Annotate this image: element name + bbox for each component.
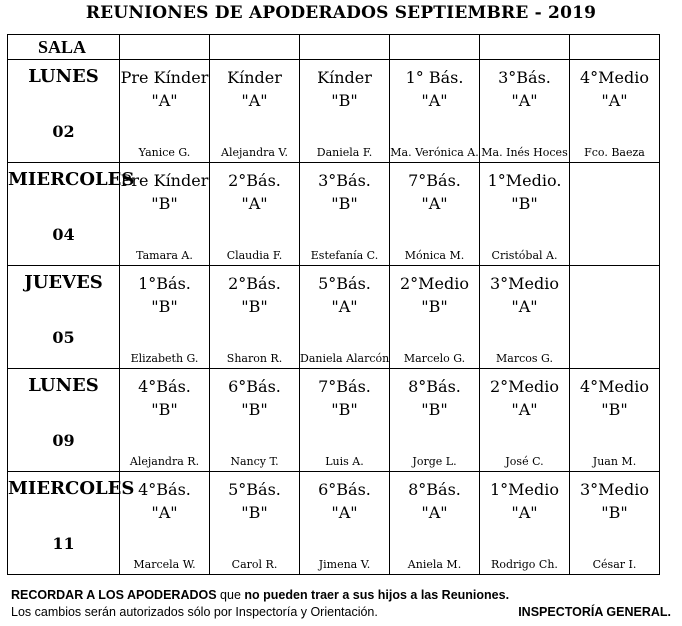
section-label: "A" <box>511 503 538 522</box>
section-label: "A" <box>151 91 178 110</box>
day-date: 09 <box>52 431 75 450</box>
day-name: MIERCOLES <box>8 478 135 499</box>
meeting-cell <box>480 266 570 369</box>
day-date: 02 <box>52 122 75 141</box>
day-date: 04 <box>52 225 75 244</box>
section-label: "A" <box>151 503 178 522</box>
sala-header: SALA <box>8 35 120 60</box>
day-date: 11 <box>52 534 75 553</box>
section-label: "A" <box>511 297 538 316</box>
section-label: "B" <box>241 297 268 316</box>
teacher-name: Carol R. <box>231 558 278 571</box>
meeting-cell <box>390 163 480 266</box>
reminder-bold-a: RECORDAR A LOS APODERADOS <box>11 588 217 602</box>
meeting-cell <box>390 369 480 472</box>
teacher-name: Marcelo G. <box>403 352 466 365</box>
grade-label: 3°Medio <box>489 274 560 293</box>
day-name: LUNES <box>28 66 99 87</box>
meeting-cell <box>120 472 210 575</box>
meeting-cell <box>120 163 210 266</box>
meeting-cell <box>300 163 390 266</box>
grade-label: 5°Bás. <box>228 480 281 499</box>
grade-label: Kínder <box>227 68 282 87</box>
reminder-bold-b: no pueden traer a sus hijos a las Reuniones. <box>244 588 510 602</box>
meeting-cell <box>570 266 660 369</box>
day-cell <box>8 163 135 266</box>
teacher-name: Alejandra R. <box>129 455 200 468</box>
teacher-name: Juan M. <box>592 455 637 468</box>
section-label: "B" <box>601 400 628 419</box>
grade-label: 6°Bás. <box>228 377 281 396</box>
grade-label: 1°Medio <box>489 480 560 499</box>
grade-label: 1°Medio. <box>487 171 562 190</box>
section-label: "B" <box>151 400 178 419</box>
grade-label: 2°Medio <box>399 274 470 293</box>
meeting-cell <box>210 369 300 472</box>
meeting-cell <box>570 472 660 575</box>
grade-label: 4°Medio <box>579 377 650 396</box>
teacher-name: Nancy T. <box>230 455 279 468</box>
header-cell <box>570 35 660 60</box>
teacher-name: Mónica M. <box>404 249 465 262</box>
grade-label: 3°Medio <box>579 480 650 499</box>
meeting-cell <box>120 369 210 472</box>
grade-label: 4°Bás. <box>138 480 191 499</box>
grade-label: 8°Bás. <box>408 377 461 396</box>
meeting-cell <box>210 266 300 369</box>
section-label: "A" <box>331 297 358 316</box>
teacher-name: Jorge L. <box>412 455 457 468</box>
teacher-name: Rodrigo Ch. <box>491 558 558 571</box>
meeting-cell <box>480 369 570 472</box>
teacher-name: Fco. Baeza <box>584 146 645 159</box>
header-cell <box>120 35 210 60</box>
teacher-name: Tamara A. <box>136 249 193 262</box>
meeting-cell <box>570 60 660 163</box>
teacher-name: Marcos G. <box>496 352 553 365</box>
section-label: "A" <box>421 503 448 522</box>
grade-label: 6°Bás. <box>318 480 371 499</box>
changes-note: Los cambios serán autorizados sólo por Inspectoría y Orientación. <box>11 605 378 619</box>
meeting-cell <box>300 60 390 163</box>
grade-label: 3°Bás. <box>498 68 551 87</box>
meeting-cell <box>300 266 390 369</box>
day-date: 05 <box>52 328 75 347</box>
meeting-cell <box>390 472 480 575</box>
meeting-cell <box>120 60 210 163</box>
section-label: "B" <box>331 194 358 213</box>
teacher-name: Ma. Verónica A. <box>390 146 479 159</box>
teacher-name: Daniela Alarcón <box>300 352 390 365</box>
day-cell <box>8 60 120 163</box>
teacher-name: Alejandra V. <box>221 146 288 159</box>
header-cell <box>210 35 300 60</box>
reminder-normal: que <box>216 588 245 602</box>
meeting-cell <box>210 163 300 266</box>
teacher-name: Aniela M. <box>407 558 462 571</box>
teacher-name: Marcela W. <box>133 558 196 571</box>
day-name: MIERCOLES <box>8 169 135 190</box>
section-label: "B" <box>241 503 268 522</box>
teacher-name: Elizabeth G. <box>130 352 199 365</box>
day-cell <box>8 266 120 369</box>
page-title: REUNIONES DE APODERADOS SEPTIEMBRE - 2019 <box>85 3 597 23</box>
section-label: "A" <box>331 503 358 522</box>
day-cell <box>8 369 120 472</box>
grade-label: 2°Bás. <box>228 171 281 190</box>
grade-label: 4°Bás. <box>138 377 191 396</box>
teacher-name: Luis A. <box>325 455 364 468</box>
section-label: "B" <box>601 503 628 522</box>
section-label: "A" <box>601 91 628 110</box>
reminder-text <box>11 588 509 602</box>
day-row <box>8 60 660 163</box>
teacher-name: César I. <box>592 558 637 571</box>
grade-label: Pre Kínder <box>120 171 209 190</box>
meeting-cell <box>570 163 660 266</box>
meeting-cell <box>210 60 300 163</box>
day-row <box>8 369 660 472</box>
teacher-name: Claudia F. <box>226 249 283 262</box>
section-label: "B" <box>331 400 358 419</box>
section-label: "B" <box>241 400 268 419</box>
grade-label: 3°Bás. <box>318 171 371 190</box>
section-label: "B" <box>151 194 178 213</box>
grade-label: 7°Bás. <box>408 171 461 190</box>
grade-label: 7°Bás. <box>318 377 371 396</box>
section-label: "B" <box>151 297 178 316</box>
teacher-name: Sharon R. <box>226 352 283 365</box>
teacher-name: Yanice G. <box>138 146 191 159</box>
meeting-cell <box>570 369 660 472</box>
meeting-cell <box>300 369 390 472</box>
schedule-table <box>7 34 660 575</box>
grade-label: Kínder <box>317 68 372 87</box>
teacher-name: Daniela F. <box>316 146 373 159</box>
section-label: "B" <box>331 91 358 110</box>
section-label: "A" <box>421 91 448 110</box>
meeting-cell <box>120 266 210 369</box>
header-cell <box>300 35 390 60</box>
meeting-cell <box>480 472 570 575</box>
section-label: "A" <box>421 194 448 213</box>
grade-label: 1° Bás. <box>405 68 464 87</box>
section-label: "A" <box>511 91 538 110</box>
section-label: "A" <box>511 400 538 419</box>
teacher-name: Estefanía C. <box>310 249 379 262</box>
day-row <box>8 472 660 575</box>
meeting-cell <box>210 472 300 575</box>
section-label: "A" <box>241 91 268 110</box>
day-cell <box>8 472 135 575</box>
grade-label: 8°Bás. <box>408 480 461 499</box>
header-row <box>8 35 660 60</box>
section-label: "B" <box>421 297 448 316</box>
meeting-cell <box>390 60 480 163</box>
grade-label: 4°Medio <box>579 68 650 87</box>
header-cell <box>390 35 480 60</box>
day-row <box>8 266 660 369</box>
meeting-cell <box>300 472 390 575</box>
teacher-name: Ma. Inés Hoces <box>481 146 568 159</box>
day-row <box>8 163 660 266</box>
meeting-cell <box>480 163 570 266</box>
grade-label: 2°Bás. <box>228 274 281 293</box>
teacher-name: Cristóbal A. <box>491 249 558 262</box>
teacher-name: Jimena V. <box>318 558 371 571</box>
teacher-name: José C. <box>505 455 544 468</box>
section-label: "B" <box>511 194 538 213</box>
grade-label: Pre Kínder <box>120 68 209 87</box>
grade-label: 5°Bás. <box>318 274 371 293</box>
day-name: LUNES <box>28 375 99 396</box>
grade-label: 2°Medio <box>489 377 560 396</box>
section-label: "A" <box>241 194 268 213</box>
meeting-cell <box>390 266 480 369</box>
signature: INSPECTORÍA GENERAL. <box>518 605 671 619</box>
section-label: "B" <box>421 400 448 419</box>
header-cell <box>480 35 570 60</box>
grade-label: 1°Bás. <box>138 274 191 293</box>
day-name: JUEVES <box>24 272 103 293</box>
meeting-cell <box>480 60 570 163</box>
